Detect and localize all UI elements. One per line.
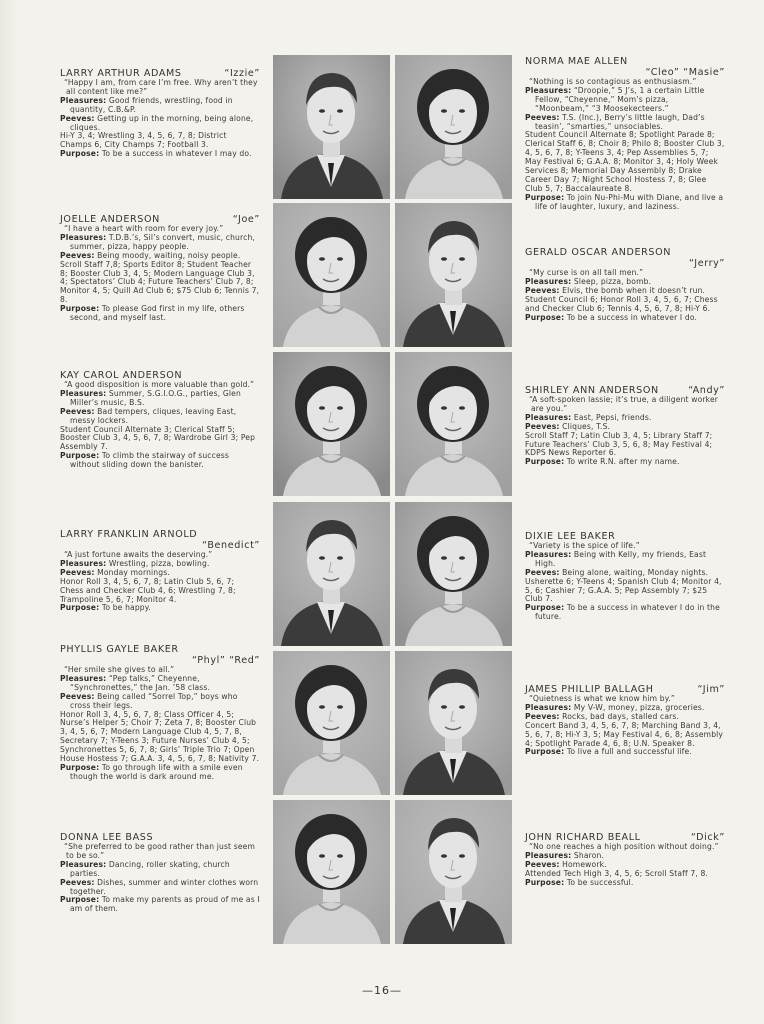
nickname: “Jerry” [689, 258, 725, 269]
student-name: JOELLE ANDERSON “Joe” [60, 214, 260, 225]
purpose-line: Purpose: To climb the stairway of success without sliding down the banister. [60, 451, 229, 470]
portrait-photo [273, 203, 390, 347]
entry-larry-adams [60, 68, 260, 159]
pleasures-line: Pleasures: Good friends, wrestling, food in quantity, C.B.&P. [60, 95, 233, 114]
entry-larry-arnold [60, 529, 260, 613]
portrait-photo [395, 502, 512, 646]
entry-donna-bass [60, 832, 260, 914]
peeves-line: Peeves: Being moody, waiting, noisy people. [60, 250, 241, 260]
nickname: “Dick” [690, 832, 725, 843]
student-name: PHYLLIS GAYLE BAKER “Phyl” “Red” [60, 644, 260, 666]
portrait-photo [395, 203, 512, 347]
purpose-line: Purpose: To be happy. [60, 603, 151, 613]
page-number: —16— [362, 984, 402, 997]
student-name: JOHN RICHARD BEALL “Dick” [525, 832, 725, 843]
student-name: SHIRLEY ANN ANDERSON “Andy” [525, 385, 725, 396]
peeves-line: Peeves: Rocks, bad days, stalled cars. [525, 711, 680, 721]
peeves-line: Peeves: Getting up in the morning, being alone, cliques. [60, 113, 254, 132]
activities-line: Student Council Alternate 8; Spotlight Parade 8; Clerical Staff 6, 8; Choir 8; Philo 8; Booster Club 3, 4, 5, 6, 7, 8; Y-Teens 3, 4; Pep Assemblies 5, 7; May Festival 6; G.A.A. 8; Monitor 3, 4; Holy Week Services 8; Memorial Day Assembly 8; Drake Career Day 7; Night School Hostess 7, 8; Glee Club 5, 7; Baccalaureate 8. [525, 130, 725, 193]
pleasures-line: Pleasures: East, Pepsi, friends. [525, 412, 652, 422]
purpose-line: Purpose: To join Nu-Phi-Mu with Diane, and live a life of laughter, luxury, and laziness. [525, 192, 724, 211]
activities-line: Honor Roll 3, 4, 5, 6, 7, 8; Latin Club 5, 6, 7; Chess and Checker Club 4, 6; Wrestling 7, 8; Trampoline 5, 6, 7; Monitor 4. [60, 576, 236, 604]
portrait-photo [395, 651, 512, 795]
activities-line: Concert Band 3, 4, 5, 6, 7, 8; Marching Band 3, 4, 5, 6, 7, 8; Hi-Y 3, 5; May Festival 4, 6, 8; Assembly 4; Spotlight Parade 4, 6, 8; U.N. Speaker 8. [525, 720, 724, 748]
student-name: LARRY ARTHUR ADAMS “Izzie” [60, 68, 260, 79]
peeves-line: Peeves: Dishes, summer and winter clothes worn together. [60, 877, 259, 896]
purpose-line: Purpose: To make my parents as proud of me as I am of them. [60, 895, 260, 914]
nickname: “Joe” [232, 214, 260, 225]
student-name: NORMA MAE ALLEN “Cleo” “Masie” [525, 56, 725, 78]
peeves-line: Peeves: Elvis, the bomb when it doesn’t run. [525, 285, 706, 295]
pleasures-line: Pleasures: “Pep talks,” Cheyenne, “Synchronettes,” the Jan. ’58 class. [60, 673, 211, 692]
entry-norma-allen [525, 56, 725, 212]
student-quote: “A just fortune awaits the deserving.” [64, 550, 213, 559]
peeves-line: Peeves: T.S. (Inc.), Berry’s little laugh, Dad’s teasin’, “smarties,” unsociables. [525, 112, 705, 131]
student-quote: “Happy I am, from care I’m free. Why aren’t they all content like me?” [64, 78, 258, 96]
student-quote: “A soft-spoken lassie; it’s true, a diligent worker are you.” [529, 395, 719, 413]
pleasures-line: Pleasures: Summer, S.G.I.O.G., parties, Glen Miller’s music, B.S. [60, 388, 241, 407]
entry-joelle-anderson [60, 214, 260, 323]
purpose-line: Purpose: To live a full and successful life. [525, 747, 692, 757]
purpose-line: Purpose: To please God first in my life, others second, and myself last. [60, 304, 245, 323]
student-quote: “Her smile she gives to all.” [64, 665, 175, 674]
student-name: DONNA LEE BASS [60, 832, 154, 843]
portrait-photo [273, 800, 390, 944]
student-quote: “Variety is the spice of life.” [529, 541, 640, 550]
entry-dixie-baker [525, 531, 725, 622]
activities-line: Usherette 6; Y-Teens 4; Spanish Club 4; Monitor 4, 5, 6; Cashier 7; G.A.A. 5; Pep Assembly 7; $25 Club 7. [525, 576, 722, 604]
activities-line: Scroll Staff 7,8; Sports Editor 8; Student Teacher 8; Booster Club 3, 4, 5; Modern Language Club 3, 4; Spectators’ Club 4; Future Teachers’ Club 7, 8; Monitor 4, 5; Quill Ad Club 6; $75 Club 6; Tennis 7, 8. [60, 259, 260, 305]
purpose-line: Purpose: To write R.N. after my name. [525, 457, 680, 467]
portrait-photo [273, 352, 390, 496]
activities-line: Scroll Staff 7; Latin Club 3, 4, 5; Library Staff 7; Future Teachers’ Club 3, 5, 6, 8; May Festival 4; KDPS News Reporter 6. [525, 430, 713, 458]
portrait-photo [395, 800, 512, 944]
nickname: “Izzie” [224, 68, 260, 79]
entry-james-ballagh [525, 684, 725, 757]
portrait-photo [395, 352, 512, 496]
purpose-line: Purpose: To be successful. [525, 877, 634, 887]
student-quote: “She preferred to be good rather than just seem to be so.” [64, 842, 256, 860]
pleasures-line: Pleasures: “Droopie,” 5 J’s, 1 a certain Little Fellow, “Cheyenne,” Mom’s pizza, “Moonbeam,” “3 Moosekecteers.” [525, 85, 705, 113]
nickname: “Jim” [697, 684, 725, 695]
entry-kay-anderson [60, 370, 260, 470]
activities-line: Student Council Alternate 3; Clerical Staff 5; Booster Club 3, 4, 5, 6, 7, 8; Wardrobe Girl 3; Pep Assembly 7. [60, 424, 256, 452]
portrait-photo [273, 502, 390, 646]
student-quote: “A good disposition is more valuable than gold.” [64, 380, 255, 389]
purpose-line: Purpose: To be a success in whatever I do in the future. [525, 603, 720, 622]
student-name: JAMES PHILLIP BALLAGH “Jim” [525, 684, 725, 695]
purpose-line: Purpose: To go through life with a smile even though the world is dark around me. [60, 762, 243, 781]
student-quote: “Nothing is so contagious as enthusiasm.” [529, 77, 697, 86]
nickname: “Cleo” “Masie” [645, 67, 725, 78]
pleasures-line: Pleasures: Sharon. [525, 850, 605, 860]
peeves-line: Peeves: Being alone, waiting, Monday nights. [525, 567, 709, 577]
activities-line: Student Council 6; Honor Roll 3, 4, 5, 6, 7; Chess and Checker Club 6; Tennis 4, 5, 6, 7, 8; Hi-Y 6. [525, 294, 718, 313]
pleasures-line: Pleasures: Sleep, pizza, bomb. [525, 276, 652, 286]
pleasures-line: Pleasures: Dancing, roller skating, church parties. [60, 859, 230, 878]
student-quote: “Quietness is what we know him by.” [529, 694, 675, 703]
student-name: LARRY FRANKLIN ARNOLD “Benedict” [60, 529, 260, 551]
peeves-line: Peeves: Being called “Sorrel Top,” boys who cross their legs. [60, 691, 238, 710]
student-quote: “I have a heart with room for every joy.” [64, 224, 224, 233]
entry-phyllis-baker [60, 644, 260, 782]
pleasures-line: Pleasures: My V-W, money, pizza, groceries. [525, 702, 705, 712]
peeves-line: Peeves: Bad tempers, cliques, leaving East, messy lockers. [60, 406, 237, 425]
peeves-line: Peeves: Monday mornings. [60, 567, 170, 577]
purpose-line: Purpose: To be a success in whatever I may do. [60, 149, 252, 159]
pleasures-line: Pleasures: Wrestling, pizza, bowling. [60, 558, 210, 568]
pleasures-line: Pleasures: Being with Kelly, my friends, East High. [525, 549, 707, 568]
nickname: “Benedict” [202, 540, 260, 551]
peeves-line: Peeves: Homework. [525, 859, 607, 869]
entry-john-beall [525, 832, 725, 888]
portrait-photo [273, 651, 390, 795]
entry-shirley-anderson [525, 385, 725, 467]
peeves-line: Peeves: Cliques, T.S. [525, 421, 611, 431]
activities-line: Honor Roll 3, 4, 5, 6, 7, 8; Class Officer 4, 5; Nurse’s Helper 5; Choir 7; Zeta 7, 8; Booster Club 3, 4, 5, 6, 7; Modern Language Club 4, 5, 7, 8, Secretary 7; Y-Teens 3; Future Nurses’ Club 4, 5; Synchronettes 5, 6, 7, 8; Girls’ Triple Trio 7; Open House Hostess 7; G.A.A. 3, 4, 5, 6, 7, 8; Nativity 7. [60, 709, 260, 764]
nickname: “Phyl” “Red” [192, 655, 260, 666]
student-quote: “My curse is on all tall men.” [529, 268, 644, 277]
student-name: DIXIE LEE BAKER [525, 531, 616, 542]
entry-gerald-anderson [525, 247, 725, 322]
student-quote: “No one reaches a high position without doing.” [529, 842, 719, 851]
student-name: GERALD OSCAR ANDERSON “Jerry” [525, 247, 725, 269]
activities-line: Hi-Y 3, 4; Wrestling 3, 4, 5, 6, 7, 8; District Champs 6, City Champs 7; Football 3. [60, 131, 227, 150]
pleasures-line: Pleasures: T.D.B.’s, Sil’s convert, music, church, summer, pizza, happy people. [60, 232, 255, 251]
student-name: KAY CAROL ANDERSON [60, 370, 183, 381]
activities-line: Attended Tech High 3, 4, 5, 6; Scroll Staff 7, 8. [525, 868, 708, 878]
portrait-photo [395, 55, 512, 199]
nickname: “Andy” [688, 385, 725, 396]
purpose-line: Purpose: To be a success in whatever I do. [525, 312, 698, 322]
portrait-photo [273, 55, 390, 199]
